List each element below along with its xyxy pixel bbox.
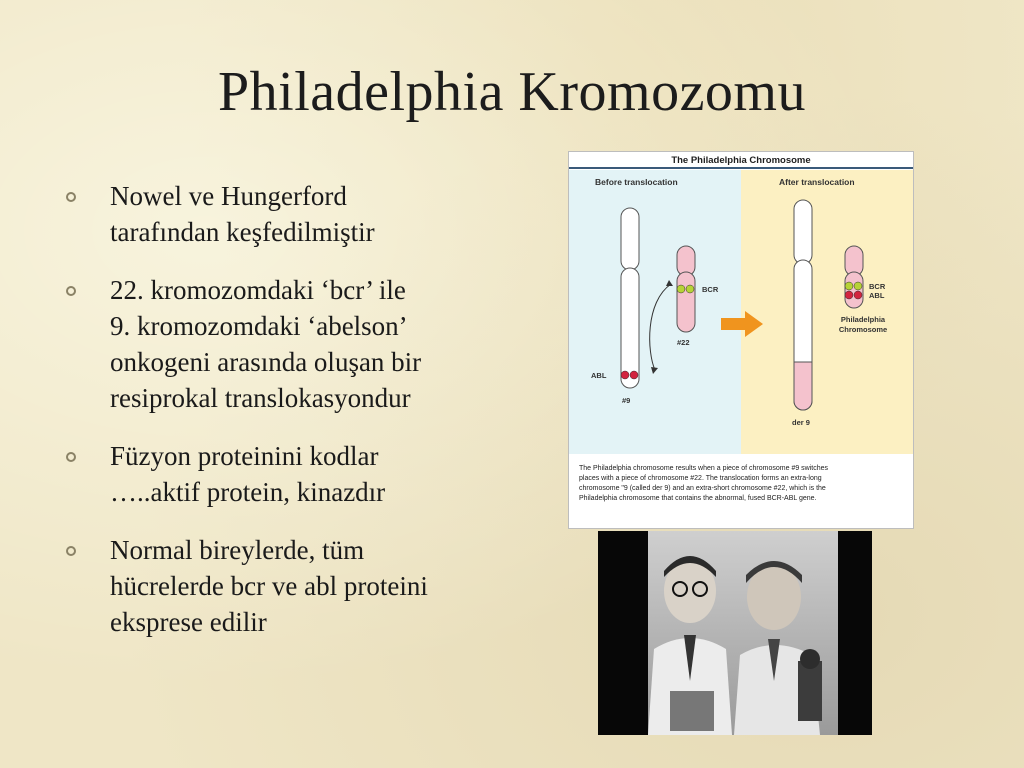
caption-line: places with a piece of chromosome #22. The translocation forms an extra-long xyxy=(579,475,822,482)
bcr-label: BCR xyxy=(702,285,719,294)
bullet-line: Normal bireylerde, tüm xyxy=(110,535,365,565)
der9-translocated-segment xyxy=(794,362,812,410)
bullet-item xyxy=(66,438,536,510)
bullet-line: 22. kromozomdaki ‘bcr’ ile xyxy=(110,275,406,305)
bullet-line: onkogeni arasında oluşan bir xyxy=(110,347,422,377)
chromosome-9-long-arm xyxy=(621,268,639,388)
abl-gene-dot xyxy=(630,371,638,379)
abl-gene-dot xyxy=(845,291,853,299)
bullet-line: resiprokal translokasyondur xyxy=(110,383,411,413)
chr22-label: #22 xyxy=(677,338,690,347)
bullet-line: 9. kromozomdaki ‘abelson’ xyxy=(110,311,408,341)
bullet-item xyxy=(66,532,536,640)
abl-gene-dot xyxy=(621,371,629,379)
caption-line: The Philadelphia chromosome results when a piece of chromosome #9 switches xyxy=(579,465,829,472)
bullet-list xyxy=(66,178,536,662)
caption-line: Philadelphia chromosome that contains the abnormal, fused BCR-ABL gene. xyxy=(579,495,817,502)
bcr-gene-dot xyxy=(686,285,694,293)
bcr-gene-dot xyxy=(845,282,853,290)
bullet-line: Füzyon proteinini kodlar xyxy=(110,441,379,471)
discoverers-photo xyxy=(598,531,872,735)
der9-label: der 9 xyxy=(792,418,810,427)
bcr-gene-dot xyxy=(677,285,685,293)
fused-bcr-label: BCR xyxy=(869,282,886,291)
figure-title: The Philadelphia Chromosome xyxy=(671,155,811,166)
bullet-line: tarafından keşfedilmiştir xyxy=(110,217,375,247)
bullet-circle-icon xyxy=(66,192,76,202)
chromosome-22-long-arm xyxy=(677,272,695,332)
bullet-line: …..aktif protein, kinazdır xyxy=(110,477,386,507)
bullet-line: hücrelerde bcr ve abl proteini xyxy=(110,571,428,601)
chromosome-9-short-arm xyxy=(621,208,639,270)
abl-label: ABL xyxy=(591,371,607,380)
after-label: After translocation xyxy=(779,177,855,187)
ph-label-line1: Philadelphia xyxy=(840,315,886,324)
after-panel xyxy=(741,170,913,454)
fused-abl-label: ABL xyxy=(869,291,885,300)
bullet-line: Nowel ve Hungerford xyxy=(110,181,347,211)
ph-label-line2: Chromosome xyxy=(838,325,888,334)
der9-short-arm xyxy=(794,200,812,264)
slide-title: Philadelphia Kromozomu xyxy=(217,61,806,123)
chr9-label: #9 xyxy=(622,396,631,405)
abl-gene-dot xyxy=(854,291,862,299)
before-panel xyxy=(569,170,741,454)
bcr-gene-dot xyxy=(854,282,862,290)
philadelphia-chromosome-figure xyxy=(568,151,914,529)
bullet-circle-icon xyxy=(66,546,76,556)
bullet-circle-icon xyxy=(66,286,76,296)
bullet-item xyxy=(66,178,536,250)
before-label: Before translocation xyxy=(595,177,678,187)
bullet-circle-icon xyxy=(66,452,76,462)
bullet-item xyxy=(66,272,536,416)
bullet-line: eksprese edilir xyxy=(110,607,267,637)
caption-line: chromosome "9 (called der 9) and an extra-short chromosome #22, which is the xyxy=(579,485,826,492)
